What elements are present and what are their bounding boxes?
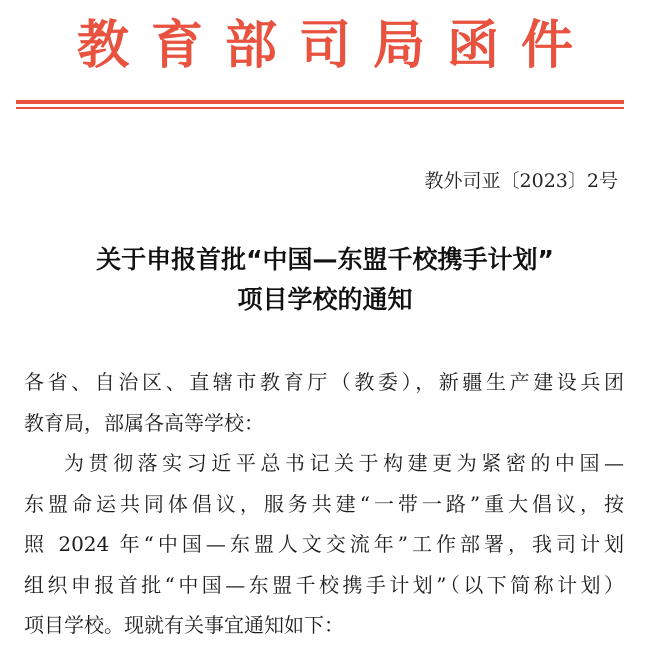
letterhead-rule-thick [16, 100, 624, 104]
salutation-line: 教育局，部属各高等学校： [24, 410, 264, 435]
salutation-line: 各省、自治区、直辖市教育厅（教委），新疆生产建设兵团 [24, 370, 624, 394]
paragraph-line: 项目学校。现就有关事宜通知如下： [24, 613, 344, 637]
paragraph-line: 组织申报首批“中国—东盟千校携手计划”（以下简称计划） [24, 572, 624, 597]
salutation [24, 362, 624, 443]
paragraph-line: 为贯彻落实习近平总书记关于构建更为紧密的中国— [64, 451, 624, 475]
paragraph-line: 东盟命运共同体倡议，服务共建“一带一路”重大倡议，按 [24, 491, 624, 516]
document-title-line-1: 关于申报首批“中国—东盟千校携手计划” [96, 245, 554, 274]
document-number: 教外司亚〔2023〕2号 [424, 170, 618, 192]
paragraph-line: 照 2024 年“中国—东盟人文交流年”工作部署，我司计划 [24, 532, 624, 556]
body-paragraph [24, 443, 624, 646]
letterhead-title: 教育部司局函件 [76, 15, 595, 76]
document-body [24, 362, 624, 646]
letterhead-rule-thin [16, 107, 624, 109]
document-title-line-2: 项目学校的通知 [237, 285, 413, 314]
